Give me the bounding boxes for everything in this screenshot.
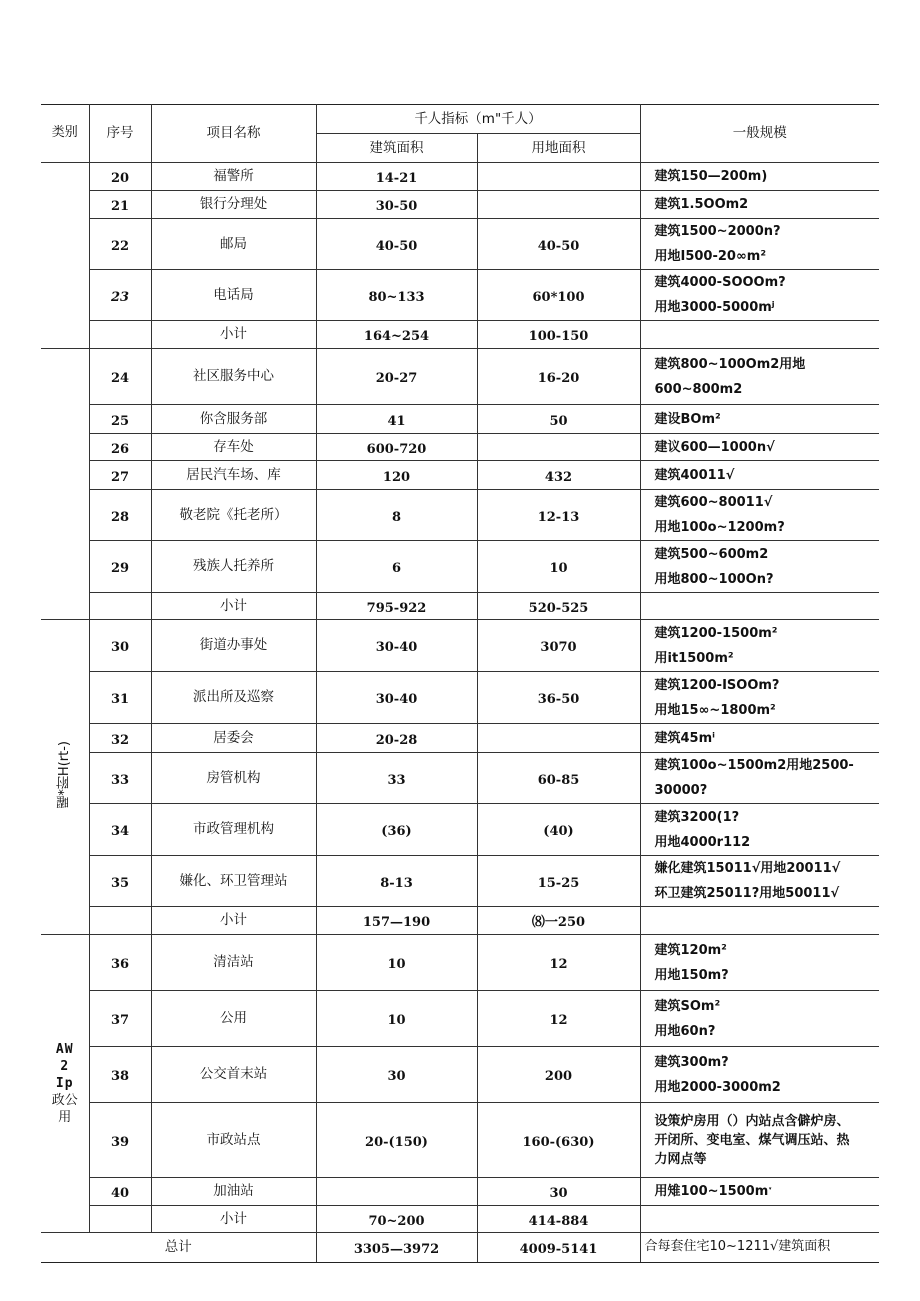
item-name-cell: 公交首末站: [151, 1047, 316, 1103]
table-row: [41, 270, 879, 321]
seq-cell: 40: [89, 1178, 151, 1206]
item-name-cell: 加油站: [151, 1178, 316, 1206]
item-name-cell: 派出所及巡察: [151, 672, 316, 724]
scale-cell: [640, 991, 879, 1047]
scale-line: 用it1500m²: [654, 650, 734, 666]
scale-line: 建筑150—200m): [654, 169, 768, 184]
item-name-cell: 市政管理机构: [151, 804, 316, 856]
land-area-cell: 30: [477, 1178, 640, 1206]
table-row: [41, 724, 879, 753]
item-name-cell: 社区服务中心: [151, 349, 316, 405]
table-row: [41, 163, 879, 191]
subtotal-building: 157—190: [316, 907, 477, 935]
scale-line: 建议600—1000n√: [654, 439, 775, 455]
subtotal-scale-cell: [640, 1206, 879, 1233]
table-row: [41, 1047, 879, 1103]
seq-cell: 30: [89, 620, 151, 672]
subtotal-label: 小计: [151, 907, 316, 935]
subtotal-seq-cell: [89, 321, 151, 349]
scale-line: 建设BOm²: [654, 411, 721, 427]
land-area-cell: (40): [477, 804, 640, 856]
category-line: AW: [55, 1041, 74, 1057]
scale-cell: [640, 1047, 879, 1103]
scale-line: 建筑800~100Om2用地600~800m2: [654, 356, 806, 397]
land-area-cell: 12: [477, 991, 640, 1047]
category-line: 用: [58, 1109, 72, 1125]
land-area-cell: [477, 163, 640, 191]
table-row: [41, 804, 879, 856]
category-line: 政公: [51, 1092, 78, 1108]
building-area-cell: [316, 1178, 477, 1206]
building-area-cell: 40-50: [316, 219, 477, 270]
total-label: 总计: [41, 1233, 316, 1263]
seq-cell: 22: [89, 219, 151, 270]
scale-line: 设策炉房用（）内站点含僻炉房、: [654, 1113, 850, 1129]
building-area-cell: 20-28: [316, 724, 477, 753]
building-area-cell: 30: [316, 1047, 477, 1103]
seq-cell: 28: [89, 490, 151, 541]
item-name-cell: 居民汽车场、库: [151, 461, 316, 490]
seq-cell: 21: [89, 191, 151, 219]
scale-line: 用地100o~1200m?: [654, 520, 785, 535]
item-name-cell: 银行分理处: [151, 191, 316, 219]
building-area-cell: 8: [316, 490, 477, 541]
scale-line: 30000?: [654, 783, 708, 798]
table-row: [41, 461, 879, 490]
building-area-cell: 14-21: [316, 163, 477, 191]
scale-line: 用地15∞~1800m²: [654, 702, 776, 718]
indicator-table: [41, 104, 879, 1263]
seq-cell: 31: [89, 672, 151, 724]
table-row: [41, 490, 879, 541]
subtotal-row: [41, 321, 879, 349]
scale-line: 建筑40011√: [654, 467, 735, 483]
table-row: [41, 1178, 879, 1206]
category-line: Ip: [55, 1075, 74, 1091]
document-page: [41, 104, 879, 1263]
subtotal-building: 795-922: [316, 593, 477, 620]
subtotal-seq-cell: [89, 593, 151, 620]
item-name-cell: 街道办事处: [151, 620, 316, 672]
building-area-cell: 10: [316, 991, 477, 1047]
scale-cell: [640, 490, 879, 541]
category-cell: [41, 163, 89, 349]
table-row: [41, 349, 879, 405]
category-line: 2: [60, 1058, 70, 1074]
header-scale: 一般规模: [640, 105, 879, 163]
item-name-cell: 残族人托养所: [151, 541, 316, 593]
land-area-cell: 10: [477, 541, 640, 593]
subtotal-scale-cell: [640, 907, 879, 935]
scale-line: 开闭所、变电室、煤气调压站、热: [654, 1132, 850, 1148]
subtotal-land: ⑻一250: [477, 907, 640, 935]
subtotal-seq-cell: [89, 907, 151, 935]
scale-line: 用地3000-5000mʲ: [654, 300, 775, 315]
item-name-cell: 你含服务部: [151, 405, 316, 434]
scale-line: 建筑300m?: [654, 1054, 729, 1070]
land-area-cell: 36-50: [477, 672, 640, 724]
land-area-cell: 60*100: [477, 270, 640, 321]
building-area-cell: 41: [316, 405, 477, 434]
scale-cell: [640, 541, 879, 593]
table-row: [41, 620, 879, 672]
scale-line: 用地2000-3000m2: [654, 1079, 781, 1095]
table-row: [41, 753, 879, 804]
scale-line: 建筑4000-SOOOm?: [654, 275, 786, 290]
item-name-cell: 房管机构: [151, 753, 316, 804]
item-name-cell: 福警所: [151, 163, 316, 191]
scale-line: 建筑500~600m2: [654, 546, 769, 562]
scale-cell: [640, 620, 879, 672]
scale-line: 建筑1200-ISOOm?: [654, 677, 780, 693]
scale-line: 建筑1.5OOm2: [654, 197, 749, 212]
subtotal-land: 520-525: [477, 593, 640, 620]
building-area-cell: 30-40: [316, 672, 477, 724]
category-cell: [41, 349, 89, 620]
item-name-cell: 存车处: [151, 434, 316, 461]
scale-cell: [640, 672, 879, 724]
land-area-cell: 60-85: [477, 753, 640, 804]
land-area-cell: 40-50: [477, 219, 640, 270]
scale-line: 建筑600~80011√: [654, 495, 773, 510]
seq-cell: 27: [89, 461, 151, 490]
building-area-cell: 33: [316, 753, 477, 804]
seq-cell: 25: [89, 405, 151, 434]
subtotal-building: 164~254: [316, 321, 477, 349]
subtotal-seq-cell: [89, 1206, 151, 1233]
subtotal-row: [41, 593, 879, 620]
subtotal-building: 70~200: [316, 1206, 477, 1233]
scale-line: 用地150m?: [654, 967, 729, 983]
subtotal-scale-cell: [640, 321, 879, 349]
seq-cell: 29: [89, 541, 151, 593]
seq-cell: 33: [89, 753, 151, 804]
table-row: [41, 672, 879, 724]
scale-line: 建筑100o~1500m2用地2500-: [654, 758, 854, 773]
header-name: 项目名称: [151, 105, 316, 163]
scale-cell: [640, 856, 879, 907]
header-building-area: 建筑面积: [316, 134, 477, 163]
scale-cell: [640, 219, 879, 270]
scale-cell: [640, 163, 879, 191]
scale-cell: [640, 461, 879, 490]
scale-cell: [640, 804, 879, 856]
land-area-cell: [477, 434, 640, 461]
scale-line: 用地60n?: [654, 1023, 716, 1039]
subtotal-land: 414-884: [477, 1206, 640, 1233]
total-building: 3305—3972: [316, 1233, 477, 1263]
scale-line: 建筑1200-1500m²: [654, 625, 778, 641]
scale-cell: [640, 270, 879, 321]
seq-cell: 37: [89, 991, 151, 1047]
item-name-cell: 公用: [151, 991, 316, 1047]
scale-line: 用雉100~1500mˑ: [654, 1184, 773, 1199]
table-row: [41, 405, 879, 434]
scale-line: 建筑SOm²: [654, 998, 721, 1014]
land-area-cell: 50: [477, 405, 640, 434]
scale-cell: [640, 724, 879, 753]
land-area-cell: 432: [477, 461, 640, 490]
building-area-cell: 80~133: [316, 270, 477, 321]
table-row: [41, 191, 879, 219]
land-area-cell: 200: [477, 1047, 640, 1103]
table-row: [41, 541, 879, 593]
header-seq: 序号: [89, 105, 151, 163]
seq-cell: 39: [89, 1103, 151, 1178]
header-per-thousand: 千人指标（m"千人）: [316, 105, 640, 134]
land-area-cell: 160-(630): [477, 1103, 640, 1178]
item-name-cell: 清洁站: [151, 935, 316, 991]
category-cell: [41, 620, 89, 935]
scale-cell: [640, 434, 879, 461]
building-area-cell: 120: [316, 461, 477, 490]
scale-line: 用地800~100On?: [654, 571, 774, 587]
table-row: [41, 935, 879, 991]
land-area-cell: [477, 191, 640, 219]
land-area-cell: [477, 724, 640, 753]
header-land-area: 用地面积: [477, 134, 640, 163]
item-name-cell: 居委会: [151, 724, 316, 753]
land-area-cell: 16-20: [477, 349, 640, 405]
scale-line: 用地I500-20∞m²: [654, 249, 767, 264]
header-category: 类别: [41, 105, 89, 163]
total-land: 4009-5141: [477, 1233, 640, 1263]
seq-cell: 26: [89, 434, 151, 461]
subtotal-land: 100-150: [477, 321, 640, 349]
total-scale: 合每套住宅10~1211√建筑面积: [640, 1233, 879, 1263]
scale-line: 建筑45mⁱ: [654, 730, 715, 746]
scale-cell: [640, 1103, 879, 1178]
table-row: [41, 219, 879, 270]
total-row: [41, 1233, 879, 1263]
seq-cell: 23: [89, 270, 151, 321]
item-name-cell: 邮局: [151, 219, 316, 270]
seq-cell: 32: [89, 724, 151, 753]
table-row: [41, 991, 879, 1047]
scale-line: 建筑1500~2000n?: [654, 224, 781, 239]
scale-line: 用地4000r112: [654, 834, 751, 850]
subtotal-scale-cell: [640, 593, 879, 620]
building-area-cell: 20-27: [316, 349, 477, 405]
scale-line: 力网点等: [654, 1151, 707, 1167]
building-area-cell: 600-720: [316, 434, 477, 461]
item-name-cell: 电话局: [151, 270, 316, 321]
table-row: [41, 434, 879, 461]
building-area-cell: 20-(150): [316, 1103, 477, 1178]
building-area-cell: 30-50: [316, 191, 477, 219]
building-area-cell: (36): [316, 804, 477, 856]
scale-cell: [640, 1178, 879, 1206]
subtotal-label: 小计: [151, 593, 316, 620]
seq-cell: 34: [89, 804, 151, 856]
building-area-cell: 6: [316, 541, 477, 593]
item-name-cell: 嫌化、环卫管理站: [151, 856, 316, 907]
scale-line: 嫌化建筑15011√用地20011√: [654, 861, 841, 876]
seq-cell: 35: [89, 856, 151, 907]
category-cell: [41, 935, 89, 1233]
seq-cell: 36: [89, 935, 151, 991]
building-area-cell: 30-40: [316, 620, 477, 672]
item-name-cell: 市政站点: [151, 1103, 316, 1178]
scale-cell: [640, 349, 879, 405]
land-area-cell: 15-25: [477, 856, 640, 907]
building-area-cell: 8-13: [316, 856, 477, 907]
building-area-cell: 10: [316, 935, 477, 991]
seq-cell: 38: [89, 1047, 151, 1103]
seq-cell: 20: [89, 163, 151, 191]
subtotal-label: 小计: [151, 321, 316, 349]
table-row: [41, 1103, 879, 1178]
category-label: 曜*附H(rt-): [56, 740, 72, 809]
scale-line: 环卫建筑25011?用地50011√: [654, 886, 840, 901]
subtotal-row: [41, 1206, 879, 1233]
land-area-cell: 3070: [477, 620, 640, 672]
item-name-cell: 敬老院《托老所）: [151, 490, 316, 541]
scale-cell: [640, 753, 879, 804]
table-row: [41, 856, 879, 907]
seq-cell: 24: [89, 349, 151, 405]
subtotal-row: [41, 907, 879, 935]
category-label: [52, 1041, 78, 1126]
scale-cell: [640, 405, 879, 434]
land-area-cell: 12-13: [477, 490, 640, 541]
scale-line: 建筑120m²: [654, 942, 727, 958]
scale-cell: [640, 191, 879, 219]
land-area-cell: 12: [477, 935, 640, 991]
scale-cell: [640, 935, 879, 991]
scale-line: 建筑3200(1?: [654, 809, 740, 825]
subtotal-label: 小计: [151, 1206, 316, 1233]
